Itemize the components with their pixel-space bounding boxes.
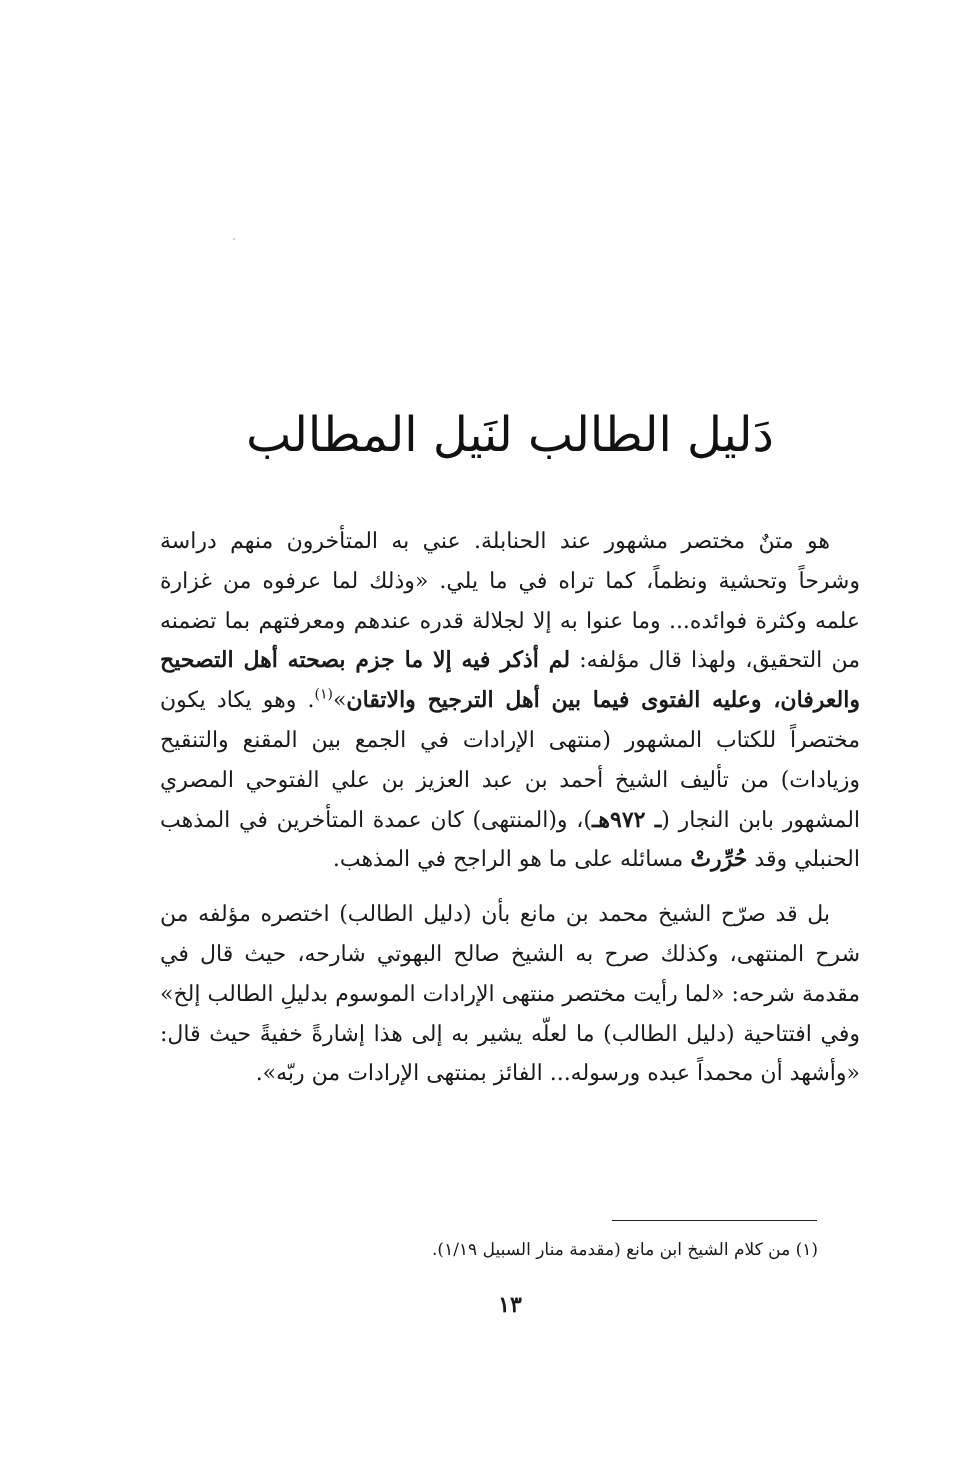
paragraph-1-part-1: هو متنٌ مختصر مشهور عند الحنابلة. عني به المتأخرون منهم دراسة وشرحاً وتحشية ونظماً، كما تراه في ما يلي. «وذلك لما عرفوه من غزارة علمه وكثرة فوائده... وما عنوا به إلا لجلالة قدره عندهم ومعرفتهم بما تضمنه من التحقيق، ولهذا قال مؤلفه:: [160, 529, 860, 674]
footnote-reference[interactable]: (١): [314, 686, 333, 703]
death-year: ـ ٩٧٢هـ: [591, 806, 662, 833]
footnote-divider: [612, 1220, 817, 1221]
paragraph-1-bold-quote: لم أذكر فيه إلا ما جزم بصحته أهل التصحيح والعرفان، وعليه الفتوى فيما بين أهل الترجيح والاتقان: [160, 647, 860, 714]
page-number: ١٣: [498, 1292, 522, 1318]
paragraph-1-bold-word: حُرِّرتْ: [690, 846, 748, 873]
paragraph-1-part-3: )، و(المنتهى) كان عمدة المتأخرين في المذهب الحنبلي وقد: [160, 807, 860, 873]
paragraph-1: [160, 522, 860, 880]
footnote: (١) من كلام الشيخ ابن مانع (مقدمة منار السبيل ١/١٩).: [432, 1240, 818, 1260]
paragraph-1-part-2: . وهو يكاد يكون مختصراً للكتاب المشهور (منتهى الإرادات في الجمع بين المقنع والتنقيح وزيادات) من تأليف الشيخ أحمد بن عبد العزيز بن علي الفتوحي المصري المشهور بابن النجار (: [160, 688, 861, 833]
body-text: [160, 522, 860, 1094]
paragraph-1-quote-close: »: [332, 688, 347, 714]
page-title: دَليل الطالب لنَيل المطالب: [246, 407, 774, 463]
paragraph-2: بل قد صرّح الشيخ محمد بن مانع بأن (دليل الطالب) اختصره مؤلفه من شرح المنتهى، وكذلك صرح به الشيخ صالح البهوتي شارحه، حيث قال في مقدمة شرحه: «لما رأيت مختصر منتهى الإرادات الموسوم بدليلِ الطالب إلخ» وفي افتتاحية (دليل الطالب) ما لعلّه يشير به إلى هذا إشارةً خفيةً حيث قال: «وأشهد أن محمداً عبده ورسوله... الفائز بمنتهى الإرادات من ربّه».: [160, 902, 860, 1087]
paragraph-1-part-4: مسائله على ما هو الراجح في المذهب.: [332, 847, 691, 873]
scan-speck: [233, 238, 235, 240]
